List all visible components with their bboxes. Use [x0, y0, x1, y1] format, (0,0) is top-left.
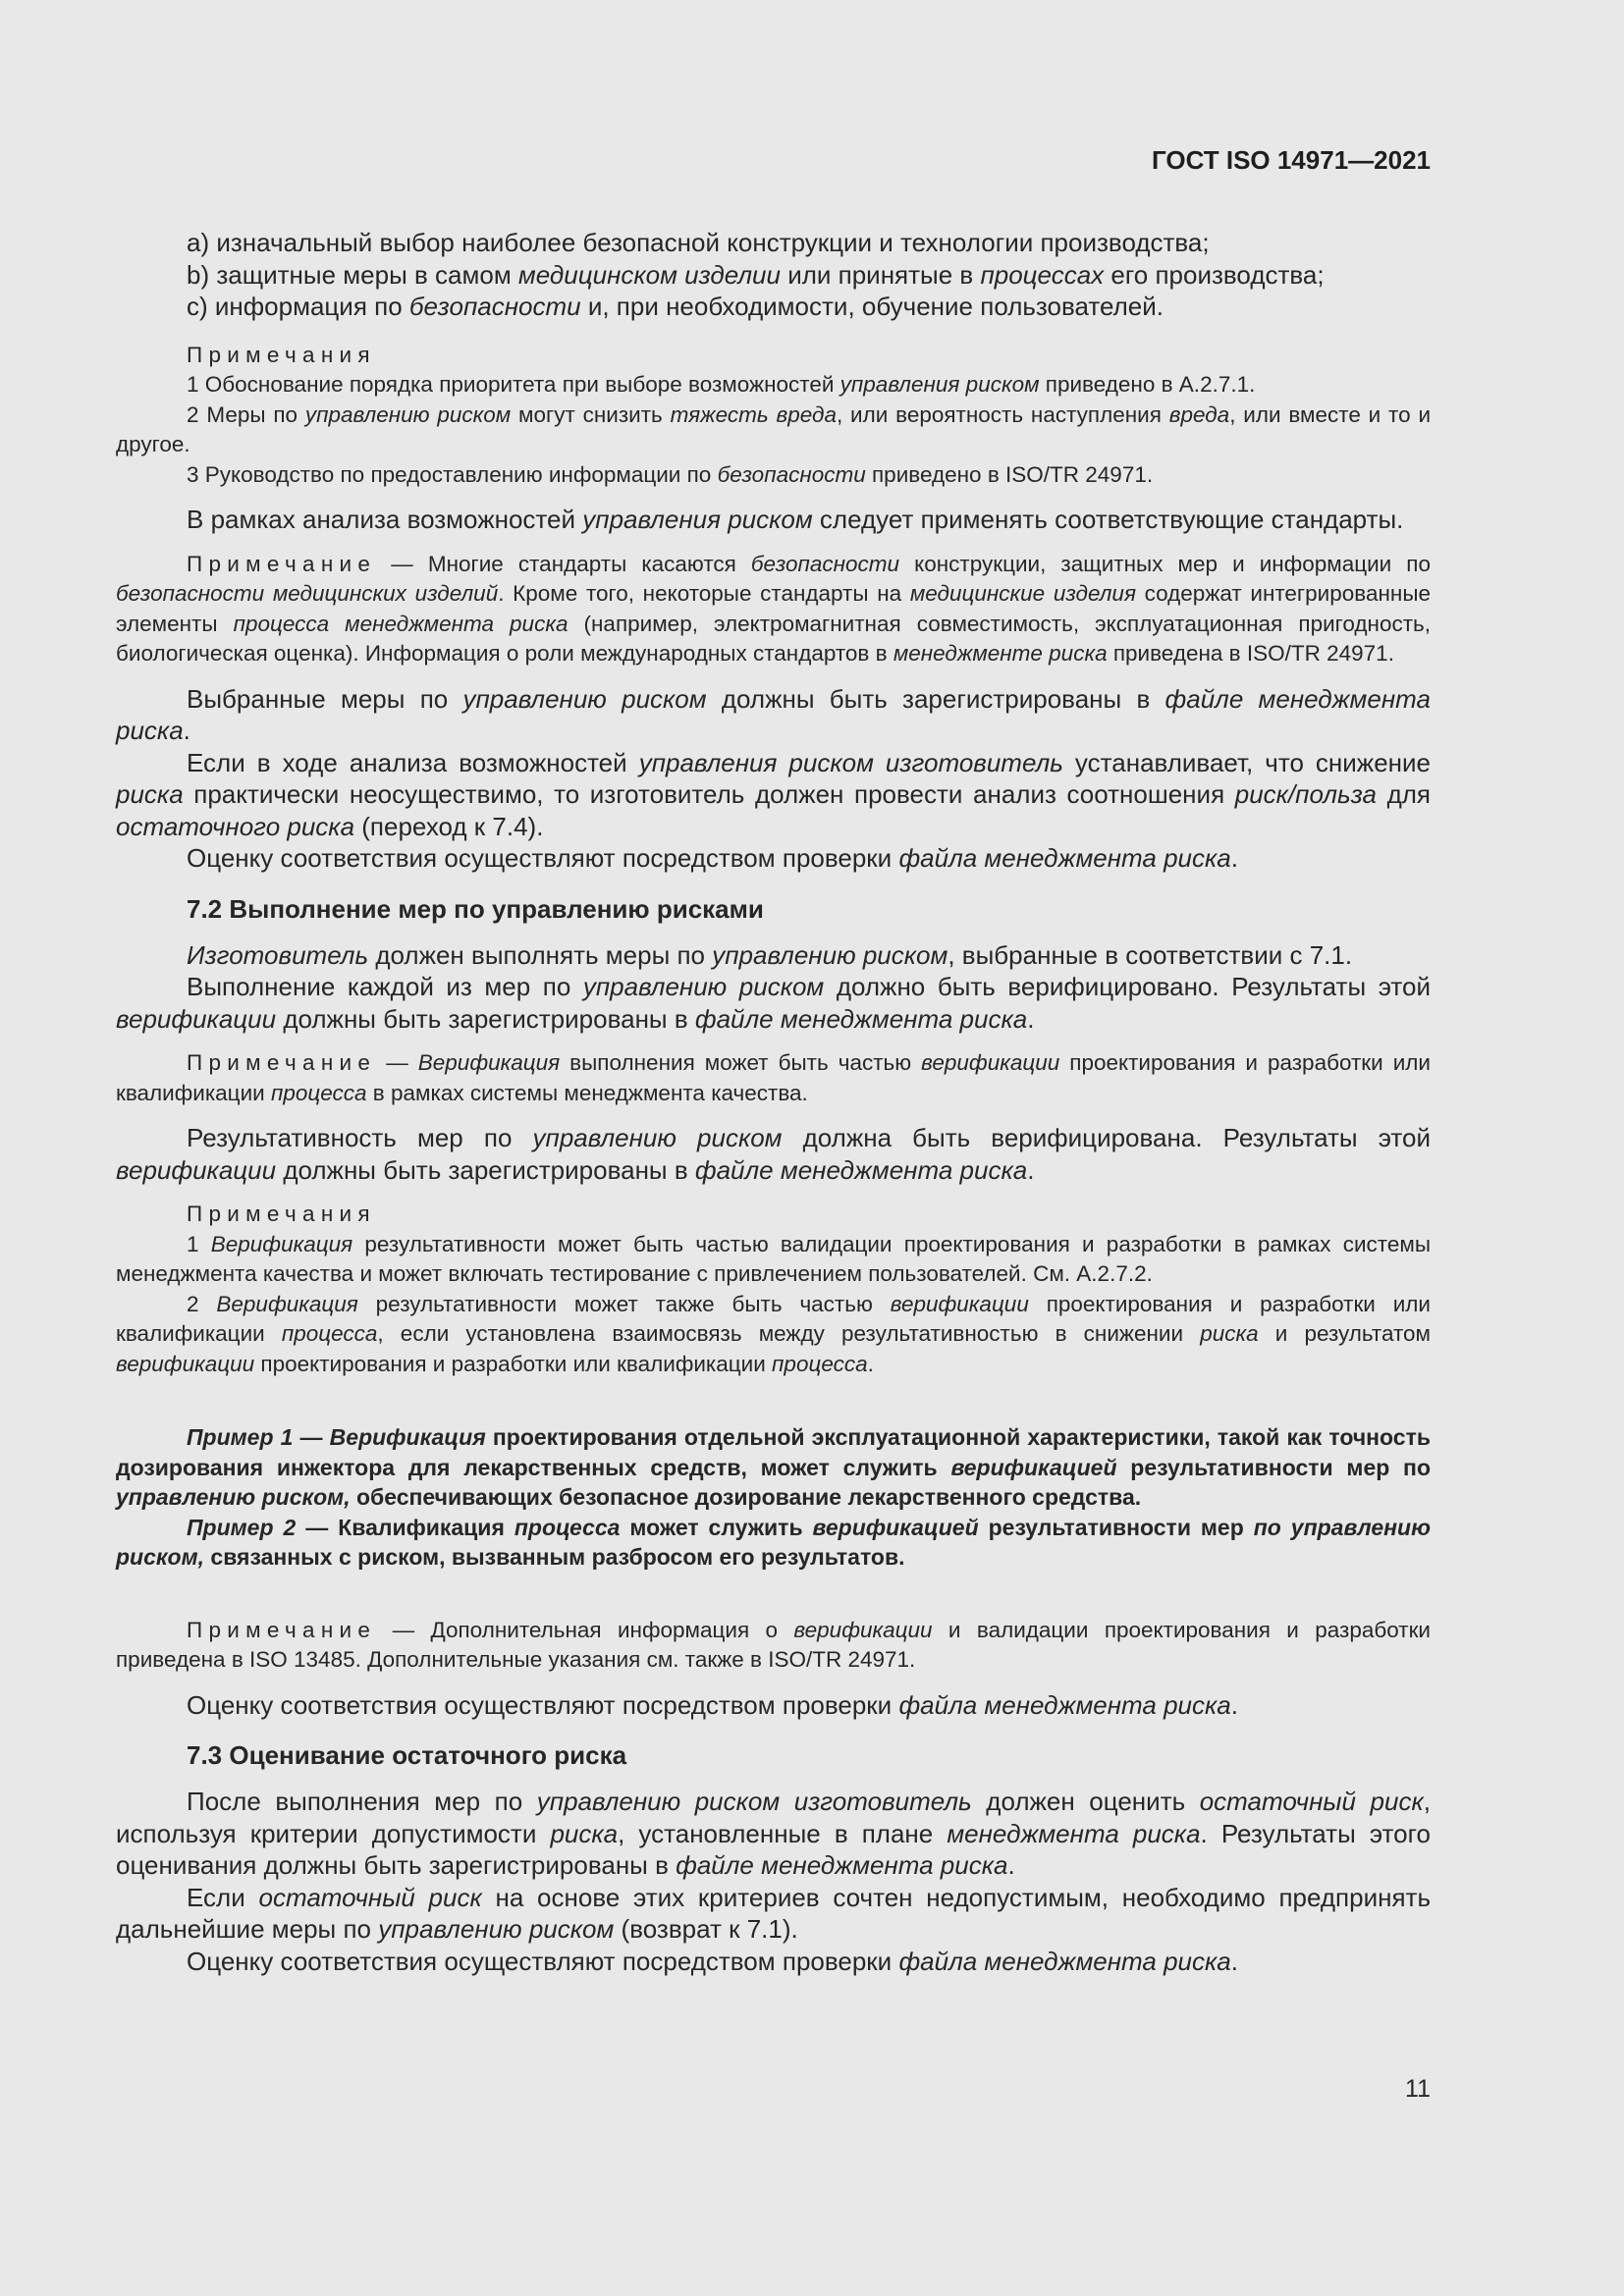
document-code-header: ГОСТ ISO 14971—2021: [1151, 145, 1431, 175]
example-2: Пример 2 — Квалификация процесса может служить верификацией результативности мер по управлению риском, связанных с риском, вызванным разбросом его результатов.: [116, 1514, 1431, 1570]
notes-heading-1: Примечания: [187, 342, 376, 367]
para-recorded: Выбранные меры по управлению риском должны быть зарегистрированы в файле менеджмента риска.: [116, 683, 1431, 745]
example-1: Пример 1 — Верификация проектирования отдельной эксплуатационной характеристики, такой как точность дозирования инжектора для лекарственных средств, может служить верификацией результативности мер по управлению риском, обеспечивающих безопасное дозирование лекарственного средства.: [116, 1424, 1432, 1510]
para-7-2-a: Изготовитель должен выполнять меры по управлению риском, выбранные в соответствии с 7.1.: [187, 939, 1353, 970]
heading-7-2: 7.2 Выполнение мер по управлению рисками: [187, 893, 764, 924]
list-b: b) защитные меры в самом медицинском изделии или принятые в процессах его производства;: [187, 259, 1325, 290]
note-2-2: 2 Верификация результативности может также быть частью верификации проектирования и разработки или квалификации процесса, если установлена взаимосвязь между результативностью в снижении риска и результатом верификации проектирования и разработки или квалификации процесса.: [116, 1291, 1432, 1376]
para-7-2-b: Выполнение каждой из мер по управлению риском должно быть верифицировано. Результаты этой верификации должны быть зарегистрированы в файле менеджмента риска.: [116, 972, 1431, 1034]
para-standards: В рамках анализа возможностей управления риском следует применять соответствующие стандарты.: [187, 505, 1404, 534]
page-number: 11: [1405, 2075, 1431, 2103]
notes-heading-2: Примечания: [187, 1201, 376, 1226]
note-standards: Примечание — Многие стандарты касаются безопасности конструкции, защитных мер и информации по безопасности медицинских изделий. Кроме того, некоторые стандарты на медицинские изделия содержат интегрированные элементы процесса менеджмента риска (например, электромагнитная совместимость, эксплуатационная пригодность, биологическая оценка). Информация о роли международных стандартов в менеджменте риска приведена в ISO/TR 24971.: [116, 551, 1432, 666]
note-1-1: 1 Обоснование порядка приоритета при выборе возможностей управления риском приведено в A.2.7.1.: [187, 372, 1256, 397]
list-a: а) изначальный выбор наиболее безопасной конструкции и технологии производства;: [187, 228, 1210, 257]
para-7-3-b: Если остаточный риск на основе этих критериев сочтен недопустимым, необходимо предпринять дальнейшие меры по управлению риском (возврат к 7.1).: [116, 1882, 1432, 1944]
note-1-2: 2 Меры по управлению риском могут снизить тяжесть вреда, или вероятность наступления вреда, или вместе и то и другое.: [116, 401, 1432, 456]
note-2-1: 1 Верификация результативности может быть частью валидации проектирования и разработки в рамках системы менеджмента качества и может включать тестирование с привлечением пользователей. См. A.2.7.2.: [116, 1231, 1432, 1286]
para-7-3-a: После выполнения мер по управлению риском изготовитель должен оценить остаточный риск, используя критерии допустимости риска, установленные в плане менеджмента риска. Результаты этого оценивания должны быть зарегистрированы в файле менеджмента риска.: [116, 1787, 1432, 1880]
heading-7-3: 7.3 Оценивание остаточного риска: [187, 1740, 627, 1770]
note-7-2-a: Примечание — Верификация выполнения может быть частью верификации проектирования и разработки или квалификации процесса в рамках системы менеджмента качества.: [116, 1050, 1431, 1105]
para-impracticable: Если в ходе анализа возможностей управления риском изготовитель устанавливает, что снижение риска практически неосуществимо, то изготовитель должен провести анализ соотношения риск/польза для остаточного риска (переход к 7.4).: [116, 747, 1431, 841]
para-effectiveness: Результативность мер по управлению риском должна быть верифицирована. Результаты этой верификации должны быть зарегистрированы в файле менеджмента риска.: [116, 1123, 1431, 1185]
list-c: c) информация по безопасности и, при необходимости, обучение пользователей.: [187, 292, 1164, 321]
note-1-3: 3 Руководство по предоставлению информации по безопасности приведено в ISO/TR 24971.: [187, 461, 1154, 487]
document-body: [116, 227, 1431, 1977]
para-compliance-3: Оценку соответствия осуществляют посредством проверки файла менеджмента риска.: [187, 1946, 1238, 1976]
para-compliance-1: Оценку соответствия осуществляют посредством проверки файла менеджмента риска.: [187, 843, 1238, 873]
para-compliance-2: Оценку соответствия осуществляют посредством проверки файла менеджмента риска.: [187, 1689, 1238, 1720]
note-7-2-b: Примечание — Дополнительная информация о верификации и валидации проектирования и разработки приведена в ISO 13485. Дополнительные указания см. также в ISO/TR 24971.: [116, 1617, 1431, 1672]
